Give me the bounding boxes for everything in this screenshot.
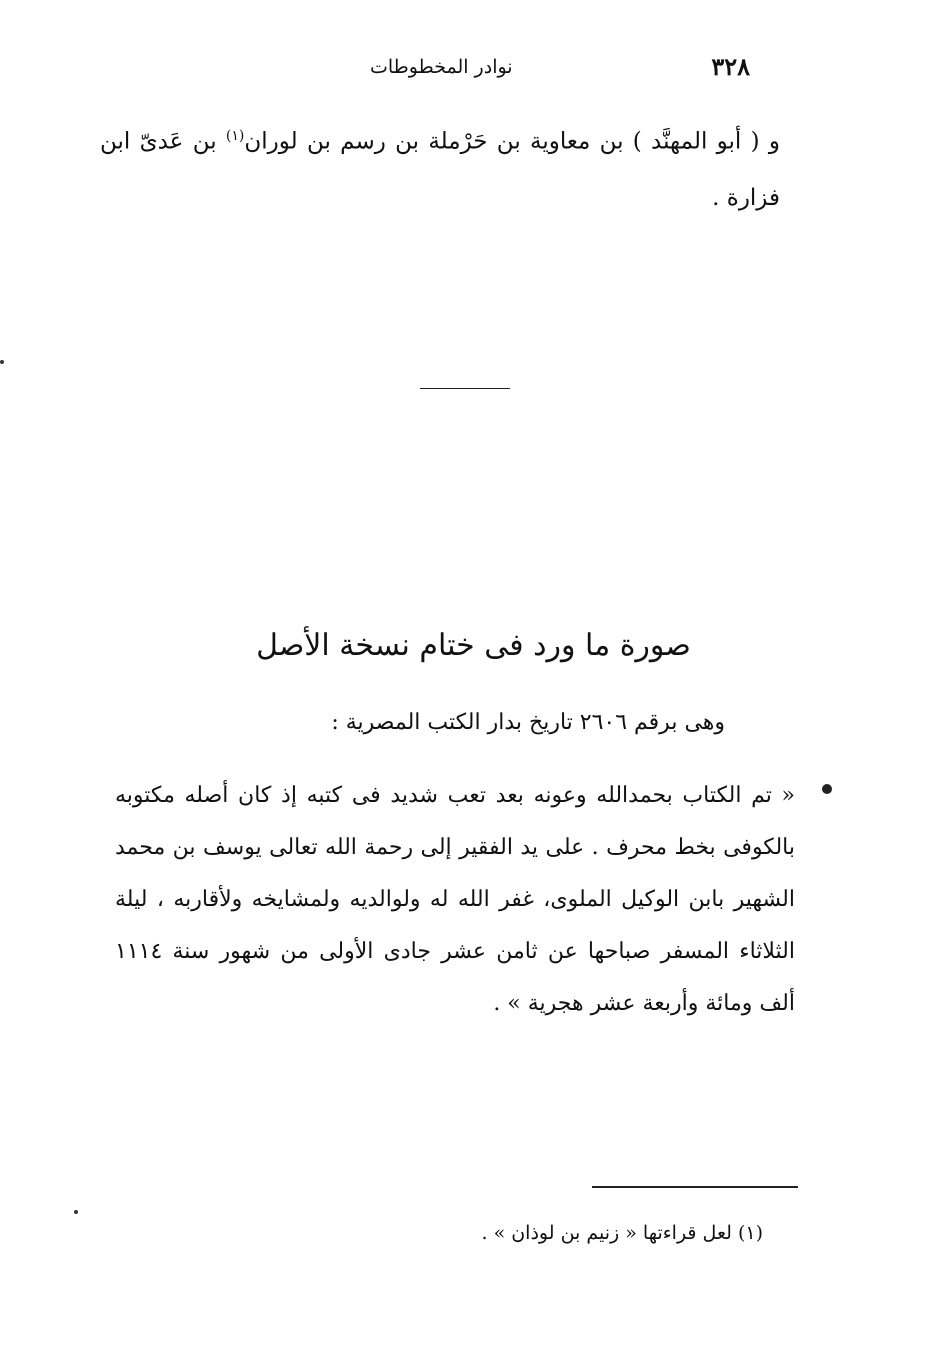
genealogy-entry [100, 108, 780, 226]
entry-text-end: بن عَدىّ ابن فزارة . [100, 128, 780, 211]
section-divider [420, 388, 510, 389]
footnote-reference: (١) [225, 128, 245, 144]
footnote: (١) لعل قراءتها « زنيم بن لوذان » . [481, 1222, 763, 1244]
entry-text-start: و ( أبو المهنَّد ) بن معاوية بن حَرْملة بن رسم بن لوران [244, 128, 780, 155]
line-marker-dot [822, 784, 832, 794]
colophon-text: « تم الكتاب بحمدالله وعونه بعد تعب شديد فى كتبه إذ كان أصله مكتوبه بالكوفى بخط محرف . على يد الفقير إلى رحمة الله تعالى يوسف بن محمد الشهير بابن الوكيل الملوى، غفر الله له ولوالديه ولمشايخه ولأقاربه ، ليلة الثلاثاء المسفر صباحها عن ثامن عشر جادى الأولى من شهور سنة ١١١٤ ألف ومائة وأربعة عشر هجرية » . [115, 783, 795, 1016]
book-title: نوادر المخطوطات [370, 56, 513, 78]
footnote-divider [592, 1186, 798, 1188]
running-head [370, 52, 750, 88]
page-number: ٣٢٨ [711, 52, 750, 81]
scan-speck [0, 360, 4, 364]
section-title: صورة ما ورد فى ختام نسخة الأصل [256, 628, 691, 663]
scan-speck [74, 1210, 78, 1214]
section-intro: وهى برقم ٢٦٠٦ تاريخ بدار الكتب المصرية : [331, 710, 725, 735]
colophon-quote [115, 770, 795, 1030]
